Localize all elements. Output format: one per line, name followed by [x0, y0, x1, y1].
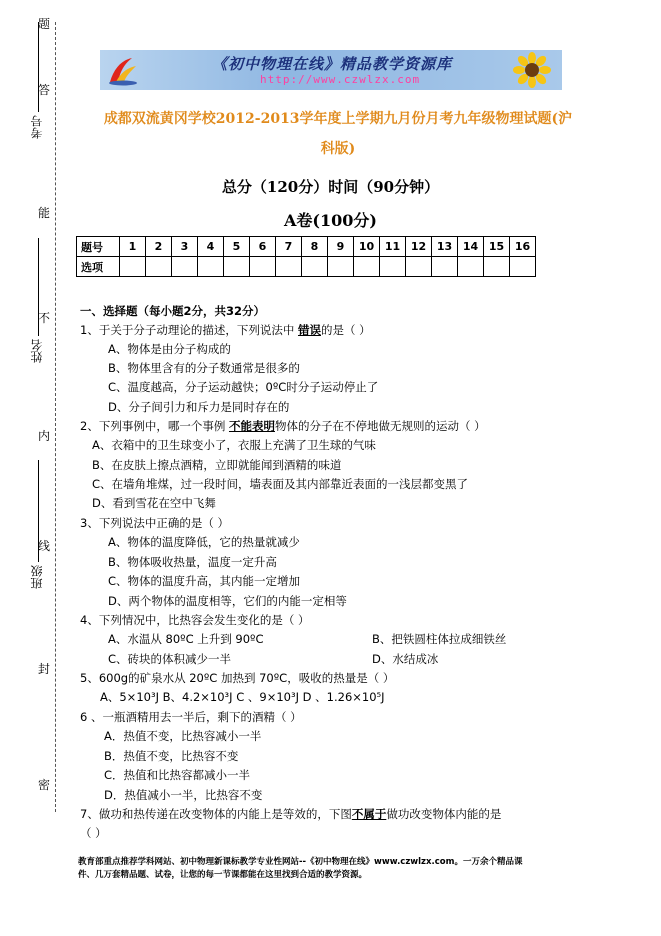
seal-char-6: 线: [38, 539, 51, 553]
footer-line-1: 教育部重点推荐学科网站、初中物理新课标教学专业性网站--《初中物理在线》www.czwlzx.com。一万余个精品课: [78, 857, 523, 867]
footer-line-2: 件、几万套精品题、试卷，让您的每一节课都能在这里找到合适的教学资源。: [78, 870, 368, 880]
banner-url: http://www.czwlzx.com: [260, 73, 421, 86]
answer-cell[interactable]: [224, 257, 250, 277]
option-2c: C、在墙角堆煤，过一段时间，墙表面及其内部靠近表面的一浅层都变黑了: [92, 477, 469, 491]
question-number-cell: 11: [380, 237, 406, 257]
answer-cell[interactable]: [250, 257, 276, 277]
exam-number-line: [38, 22, 39, 112]
section-heading: 一、选择题（每小题2分，共32分）: [80, 304, 266, 318]
option-3d: D、两个物体的温度相等，它们的内能一定相等: [108, 594, 347, 608]
question-number-cell: 15: [484, 237, 510, 257]
option-1d: D、分子间引力和斥力是同时存在的: [108, 400, 290, 414]
question-number-cell: 3: [172, 237, 198, 257]
option-6b: B．热值不变，比热容不变: [104, 749, 239, 763]
question-1: [80, 323, 371, 337]
answer-cell[interactable]: [276, 257, 302, 277]
question-number-cell: 1: [120, 237, 146, 257]
question-number-cell: 7: [276, 237, 302, 257]
question-number-cell: 13: [432, 237, 458, 257]
answer-cell[interactable]: [354, 257, 380, 277]
seal-char-4: 不: [38, 311, 51, 325]
answer-cell[interactable]: [458, 257, 484, 277]
question-number-cell: 9: [328, 237, 354, 257]
seal-char-5: 内: [38, 429, 51, 443]
seal-char-8: 密: [38, 778, 51, 792]
question-number-cell: 8: [302, 237, 328, 257]
option-2a: A、衣箱中的卫生球变小了，衣服上充满了卫生球的气味: [92, 438, 376, 452]
option-3c: C、物体的温度升高，其内能一定增加: [108, 574, 301, 588]
sunflower-icon: [512, 52, 552, 88]
option-3a: A、物体的温度降低，它的热量就减少: [108, 535, 300, 549]
section-a-heading: A卷(100分): [284, 211, 377, 230]
question-5-options: A、5×10³J B、4.2×10³J C 、9×10³J D 、1.26×10⁵J: [100, 690, 385, 704]
question-4: 4、下列情况中，比热容会发生变化的是（ ）: [80, 613, 310, 627]
seal-char-1: 题: [38, 17, 51, 31]
seal-char-7: 封: [38, 662, 51, 676]
question-number-cell: 5: [224, 237, 250, 257]
option-1a: A、物体是由分子构成的: [108, 342, 231, 356]
answer-cell[interactable]: [302, 257, 328, 277]
question-1-keyword: 错误: [297, 323, 321, 337]
question-5: 5、600g的矿泉水从 20ºC 加热到 70ºC，吸收的热量是（ ）: [80, 671, 395, 685]
answer-cell[interactable]: [120, 257, 146, 277]
question-1-tail: 的是（ ）: [320, 323, 371, 337]
site-logo-icon: [106, 54, 140, 86]
banner-title: 《初中物理在线》精品教学资源库: [212, 55, 453, 73]
option-2d: D、看到雪花在空中飞舞: [92, 496, 216, 510]
answer-table-number-row: [77, 237, 536, 257]
option-6d: D．热值减小一半，比热容不变: [104, 788, 263, 802]
option-4c: C、砖块的体积减少一半: [108, 652, 232, 666]
question-number-cell: 6: [250, 237, 276, 257]
class-line: [38, 460, 39, 562]
question-6: 6 、一瓶酒精用去一半后，剩下的酒精（ ）: [80, 710, 302, 724]
name-label: 姓名: [30, 339, 44, 363]
question-2: [80, 419, 486, 433]
binding-dashed-line: [55, 22, 56, 812]
option-header: 选项: [77, 257, 120, 277]
document-title-line2: 科版): [320, 141, 356, 157]
seal-char-2: 答: [38, 83, 51, 97]
option-4b: B、把铁圆柱体拉成细铁丝: [372, 632, 507, 646]
answer-cell[interactable]: [146, 257, 172, 277]
option-4d: D、水结成冰: [372, 652, 439, 666]
answer-table: [76, 236, 536, 277]
question-number-cell: 4: [198, 237, 224, 257]
question-number-header: 题号: [77, 237, 120, 257]
answer-cell[interactable]: [328, 257, 354, 277]
option-1c: C、温度越高，分子运动越快；0ºC时分子运动停止了: [108, 380, 379, 394]
question-2-keyword: 不能表明: [228, 419, 275, 433]
question-number-cell: 10: [354, 237, 380, 257]
question-7: [80, 807, 501, 821]
question-2-text: 2、下列事例中，哪一个事例: [80, 419, 229, 433]
score-time-line: 总分（120分）时间（90分钟）: [221, 178, 440, 196]
answer-table-option-row: [77, 257, 536, 277]
question-number-cell: 14: [458, 237, 484, 257]
question-7-paren: （ ）: [80, 826, 107, 840]
question-7-tail: 做功改变物体内能的是: [386, 807, 502, 821]
question-number-cell: 12: [406, 237, 432, 257]
option-6c: C．热值和比热容都减小一半: [104, 768, 251, 782]
page-footer: [78, 856, 583, 882]
seal-char-3: 能: [38, 206, 51, 220]
document-title-line1: 成都双流黄冈学校2012-2013学年度上学期九月份月考九年级物理试题(沪: [103, 111, 573, 127]
option-3b: B、物体吸收热量，温度一定升高: [108, 555, 277, 569]
option-4a: A、水温从 80ºC 上升到 90ºC: [108, 632, 264, 646]
answer-cell[interactable]: [432, 257, 458, 277]
question-1-text: 1、于关于分子动理论的描述，下列说法中: [80, 323, 298, 337]
class-label: 班级: [30, 565, 44, 589]
answer-cell[interactable]: [484, 257, 510, 277]
exam-number-label: 考号: [30, 115, 44, 139]
answer-cell[interactable]: [380, 257, 406, 277]
question-number-cell: 16: [510, 237, 536, 257]
name-line: [38, 238, 39, 336]
question-number-cell: 2: [146, 237, 172, 257]
answer-cell[interactable]: [406, 257, 432, 277]
question-2-tail: 物体的分子在不停地做无规则的运动（ ）: [274, 419, 486, 433]
option-6a: A．热值不变，比热容减小一半: [104, 729, 262, 743]
answer-cell[interactable]: [510, 257, 536, 277]
option-1b: B、物体里含有的分子数通常是很多的: [108, 361, 300, 375]
resource-banner: [100, 50, 562, 90]
option-2b: B、在皮肤上擦点酒精，立即就能闻到酒精的味道: [92, 458, 342, 472]
question-7-keyword: 不属于: [351, 807, 387, 821]
question-3: 3、下列说法中正确的是（ ）: [80, 516, 229, 530]
answer-cell[interactable]: [172, 257, 198, 277]
answer-cell[interactable]: [198, 257, 224, 277]
question-7-text: 7、做功和热传递在改变物体的内能上是等效的，下图: [80, 807, 352, 821]
